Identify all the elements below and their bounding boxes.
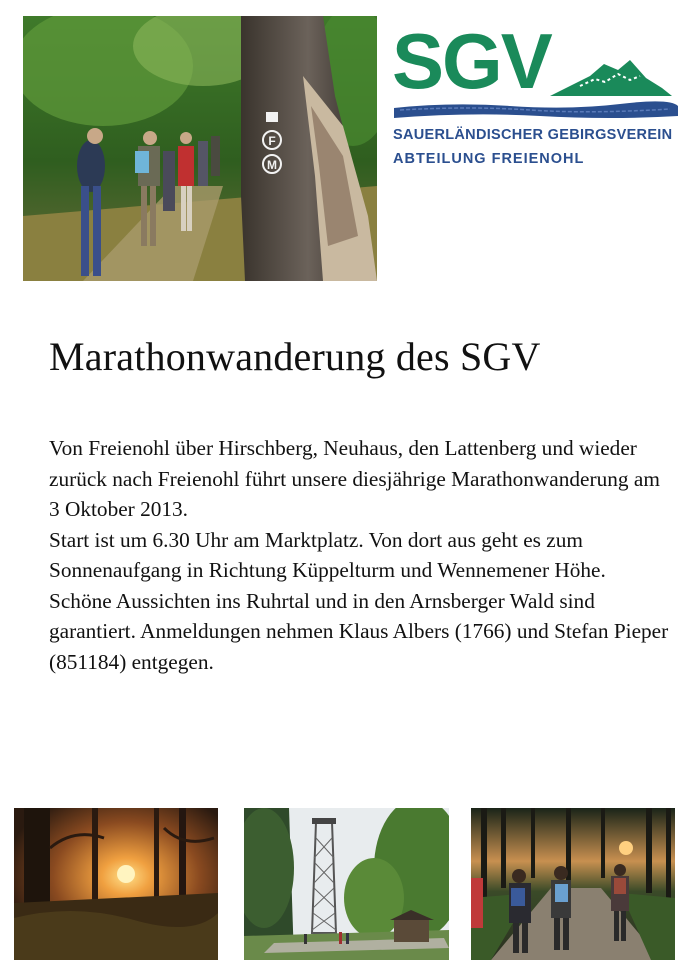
article-body: [49, 433, 669, 677]
trail-mark-m: M: [267, 158, 277, 172]
trail-mark-f: F: [268, 134, 276, 148]
page-title: Marathonwanderung des SGV: [49, 334, 541, 379]
photo-sunset-forest: [14, 808, 218, 960]
logo-department: ABTEILUNG FREIENOHL: [393, 151, 585, 167]
sgv-logo-letters: SGV: [392, 24, 551, 105]
photo-lookout-tower: [244, 808, 449, 960]
hero-photo-hikers-trail: [23, 16, 377, 281]
article-paragraph-route: Von Freienohl über Hirschberg, Neuhaus, den Lattenberg und wieder zurück nach Freienohl führt unsere diesjährige Marathonwanderung am 3 Oktober 2013.: [49, 436, 660, 521]
article-paragraph-start: Start ist um 6.30 Uhr am Marktplatz. Von dort aus geht es zum Sonnenaufgang in Richtung Küppelturm und Wennemener Höhe. Schöne Aussichten ins Ruhrtal und in den Arnsberger Wald sind garantiert. Anmeldungen nehmen Klaus Albers (1766) und Stefan Pieper (851184) entgegen.: [49, 527, 669, 674]
sgv-logo-mark: [390, 24, 680, 124]
logo-club-name: SAUERLÄNDISCHER GEBIRGSVEREIN: [393, 127, 673, 143]
photo-hikers-dawn: [471, 808, 675, 960]
sgv-logo: [390, 24, 680, 174]
